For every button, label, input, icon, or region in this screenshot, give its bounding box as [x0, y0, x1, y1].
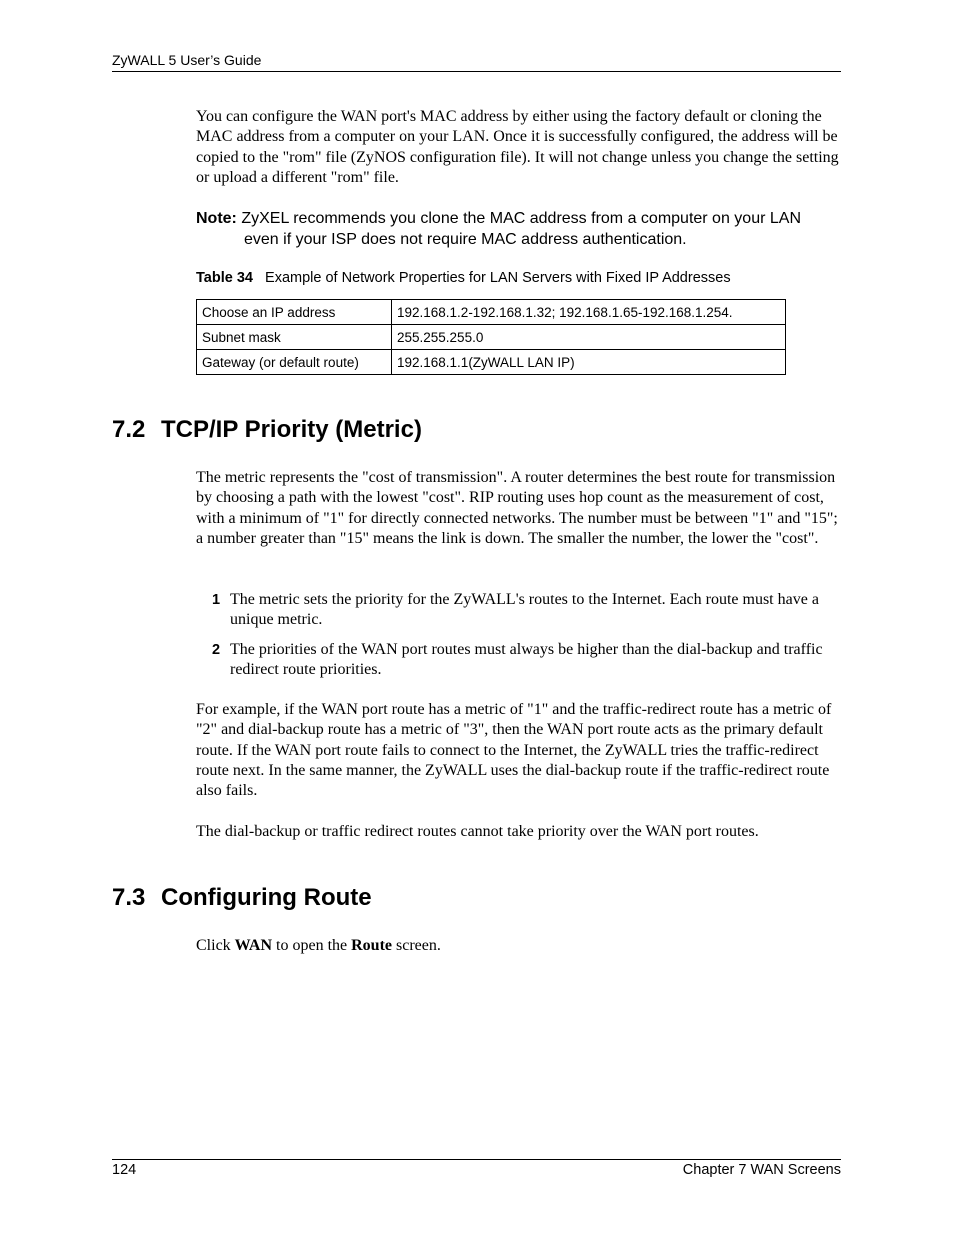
- route-term: Route: [351, 937, 392, 954]
- section-number: 7.2: [112, 416, 146, 443]
- section-number: 7.3: [112, 884, 146, 911]
- metric-paragraph: The metric represents the "cost of transmission". A router determines the best route for transmission by choosing a path with the lowest "cost". RIP routing uses hop count as the measurement of cost, with a minimum of "1" for directly connected networks. The number must be between "1" and "15"; a number greater than "15" means the link is down. The smaller the number, the lower the "cost".: [196, 469, 838, 547]
- wan-term: WAN: [234, 937, 273, 954]
- note-text-2: even if your ISP does not require MAC address authentication.: [244, 231, 687, 248]
- list-item: [212, 640, 832, 681]
- table-cell-value: 255.255.255.0: [392, 325, 786, 350]
- table-cell-label: Gateway (or default route): [197, 350, 392, 375]
- table-row: [197, 350, 786, 375]
- page-number: 124: [112, 1162, 137, 1178]
- list-item: [212, 590, 832, 631]
- instruction-text: screen.: [392, 937, 441, 954]
- section-heading-7-2: [112, 416, 422, 444]
- list-item-number: 1: [212, 592, 221, 608]
- section-title: TCP/IP Priority (Metric): [161, 416, 422, 443]
- footer-rule: [112, 1159, 841, 1160]
- table-caption-number: Table 34: [196, 270, 253, 286]
- table-row: [197, 325, 786, 350]
- table-cell-value: 192.168.1.2-192.168.1.32; 192.168.1.65-192.168.1.254.: [392, 300, 786, 325]
- running-header: ZyWALL 5 User’s Guide: [112, 52, 262, 68]
- table-caption-text: Example of Network Properties for LAN Servers with Fixed IP Addresses: [265, 270, 731, 286]
- note-label: Note:: [196, 210, 237, 227]
- list-item-number: 2: [212, 642, 221, 658]
- chapter-title: Chapter 7 WAN Screens: [682, 1162, 841, 1178]
- note-block: [196, 208, 846, 250]
- table-caption: [196, 270, 731, 286]
- header-rule: [112, 71, 841, 72]
- example-paragraph: For example, if the WAN port route has a metric of "1" and the traffic-redirect route has a metric of "2" and dial-backup route has a metric of "3", then the WAN port route acts as the primary default route. If the WAN port route fails to connect to the Internet, the ZyWALL tries the traffic-redirect route next. In the same manner, the ZyWALL uses the dial-backup route if the traffic-redirect route also fails.: [196, 701, 832, 800]
- table-row: [197, 300, 786, 325]
- note-line-1: [196, 208, 846, 229]
- intro-paragraph: You can configure the WAN port's MAC address by either using the factory default or cloning the MAC address from a computer on your LAN. Once it is successfully configured, the address will be copied to the "rom" file (ZyNOS configuration file). It will not change unless you change the setting or upload a different "rom" file.: [196, 108, 839, 186]
- instruction-text: Click: [196, 937, 235, 954]
- click-instruction: [196, 936, 842, 956]
- network-properties-table: [196, 299, 786, 375]
- list-item-text: The priorities of the WAN port routes must always be higher than the dial-backup and traffic redirect route priorities.: [230, 641, 823, 679]
- section-heading-7-3: [112, 884, 372, 912]
- section-title: Configuring Route: [161, 884, 372, 911]
- instruction-text: to open the: [272, 937, 352, 954]
- note-text-1: ZyXEL recommends you clone the MAC address from a computer on your LAN: [241, 210, 801, 227]
- priority-paragraph: The dial-backup or traffic redirect routes cannot take priority over the WAN port routes.: [196, 823, 759, 840]
- table-cell-label: Subnet mask: [197, 325, 392, 350]
- table-cell-label: Choose an IP address: [197, 300, 392, 325]
- list-item-text: The metric sets the priority for the ZyWALL's routes to the Internet. Each route must have a unique metric.: [230, 591, 819, 629]
- table-cell-value: 192.168.1.1(ZyWALL LAN IP): [392, 350, 786, 375]
